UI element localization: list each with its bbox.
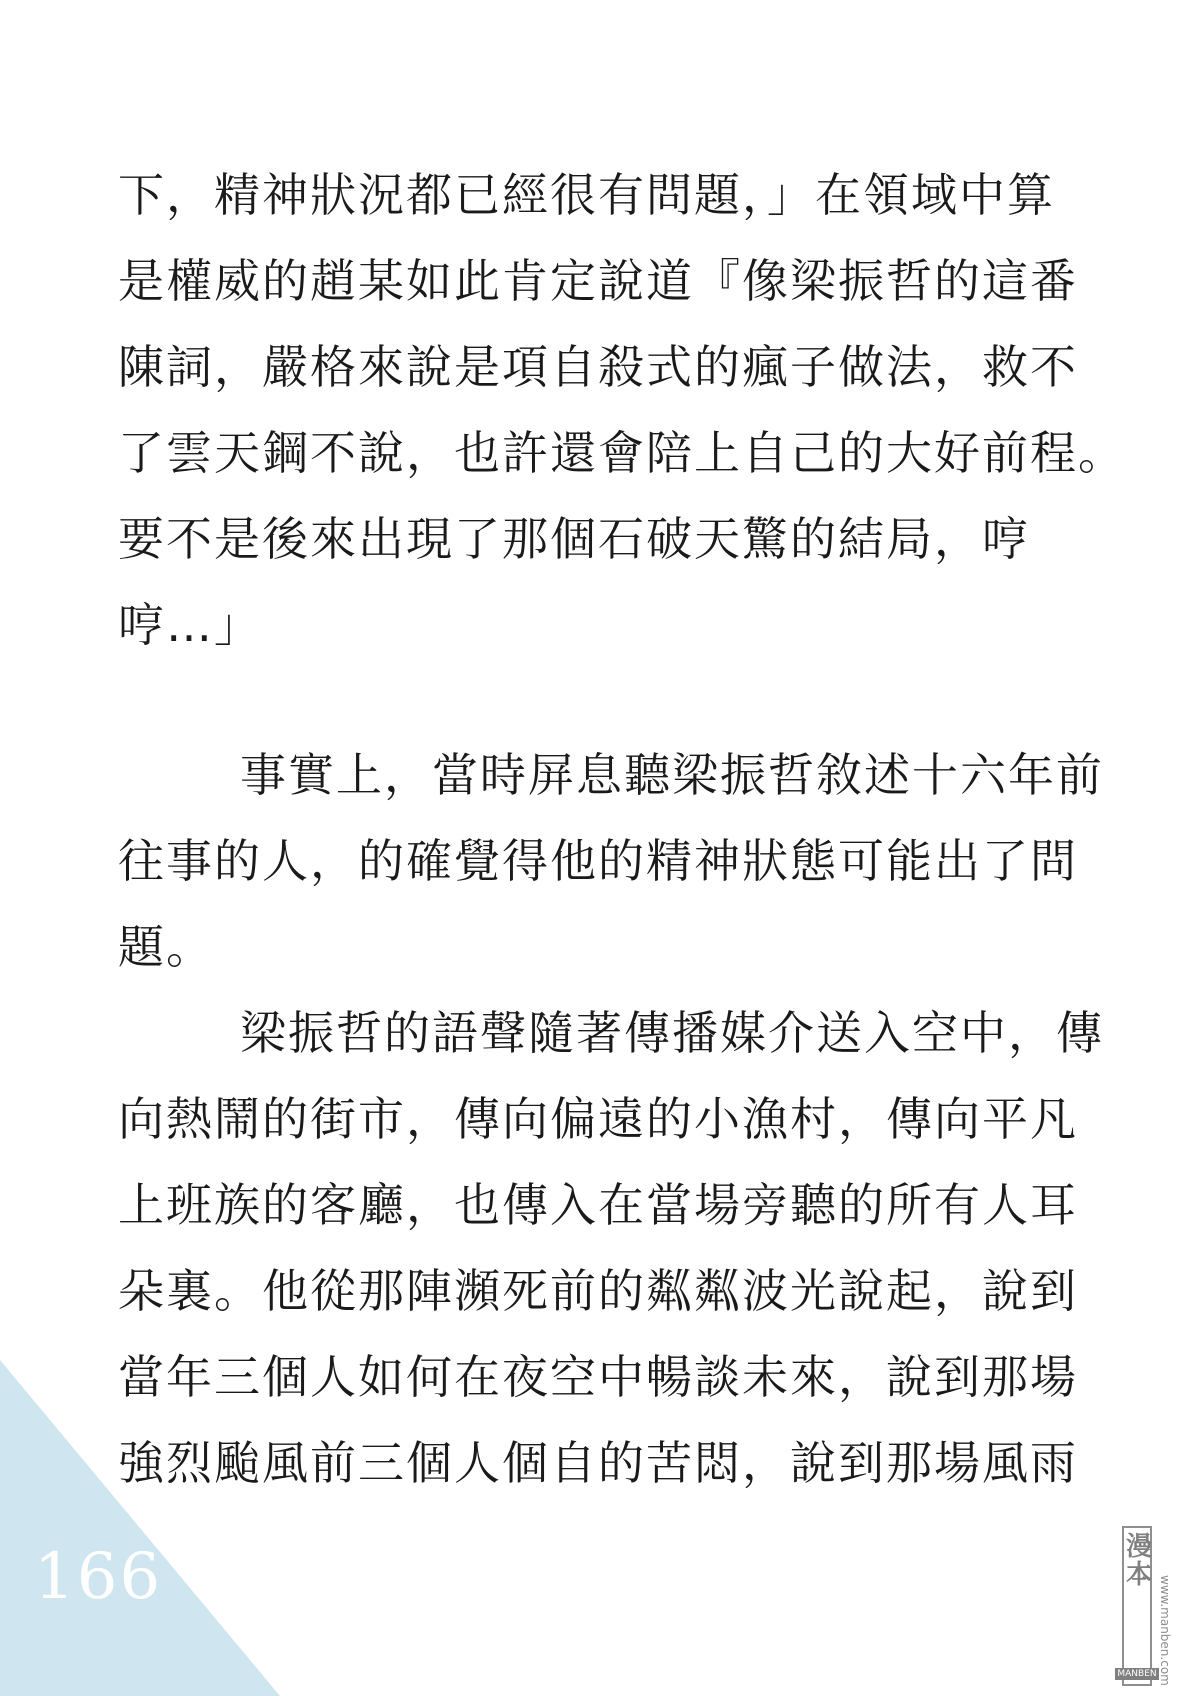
page-body xyxy=(118,152,1126,1506)
watermark-box xyxy=(1117,1526,1157,1686)
text-line: 朵裏。他從那陣瀕死前的粼粼波光說起，說到 xyxy=(118,1264,1078,1318)
text-line: 題。 xyxy=(118,920,214,974)
watermark-url: www.manben.com xyxy=(1158,1575,1172,1686)
corner-decoration xyxy=(0,1360,280,1696)
text-line: 當年三個人如何在夜空中暢談未來，說到那場 xyxy=(118,1350,1078,1404)
text-line: 梁振哲的語聲隨著傳播媒介送入空中，傳 xyxy=(240,1006,1104,1060)
page-number: 166 xyxy=(34,1540,163,1614)
paragraph-gap xyxy=(118,668,1088,732)
text-line: 陳詞，嚴格來說是項自殺式的瘋子做法，救不 xyxy=(118,340,1078,394)
text-line: 是權威的趙某如此肯定說道『像梁振哲的這番 xyxy=(118,254,1078,308)
text-line: 要不是後來出現了那個石破天驚的結局，哼 xyxy=(118,512,1030,566)
text-line: 了雲天鋼不說，也許還會陪上自己的大好前程。 xyxy=(118,426,1126,480)
text-line: 往事的人，的確覺得他的精神狀態可能出了問 xyxy=(118,834,1078,888)
text-line: 上班族的客廳，也傳入在當場旁聽的所有人耳 xyxy=(118,1178,1078,1232)
watermark-main-text: 漫本 xyxy=(1121,1532,1152,1588)
text-line: 向熱鬧的街市，傳向偏遠的小漁村，傳向平凡 xyxy=(118,1092,1078,1146)
text-line: 強烈颱風前三個人個自的苦悶，說到那場風雨 xyxy=(118,1436,1078,1490)
text-line: 事實上，當時屏息聽梁振哲敘述十六年前 xyxy=(240,748,1104,802)
watermark-tag: MANBEN xyxy=(1117,1669,1157,1679)
watermark-logo xyxy=(1117,1518,1192,1686)
text-line: 下，精神狀況都已經很有問題，」在領域中算 xyxy=(118,168,1055,222)
text-line: 哼…」 xyxy=(118,598,262,652)
